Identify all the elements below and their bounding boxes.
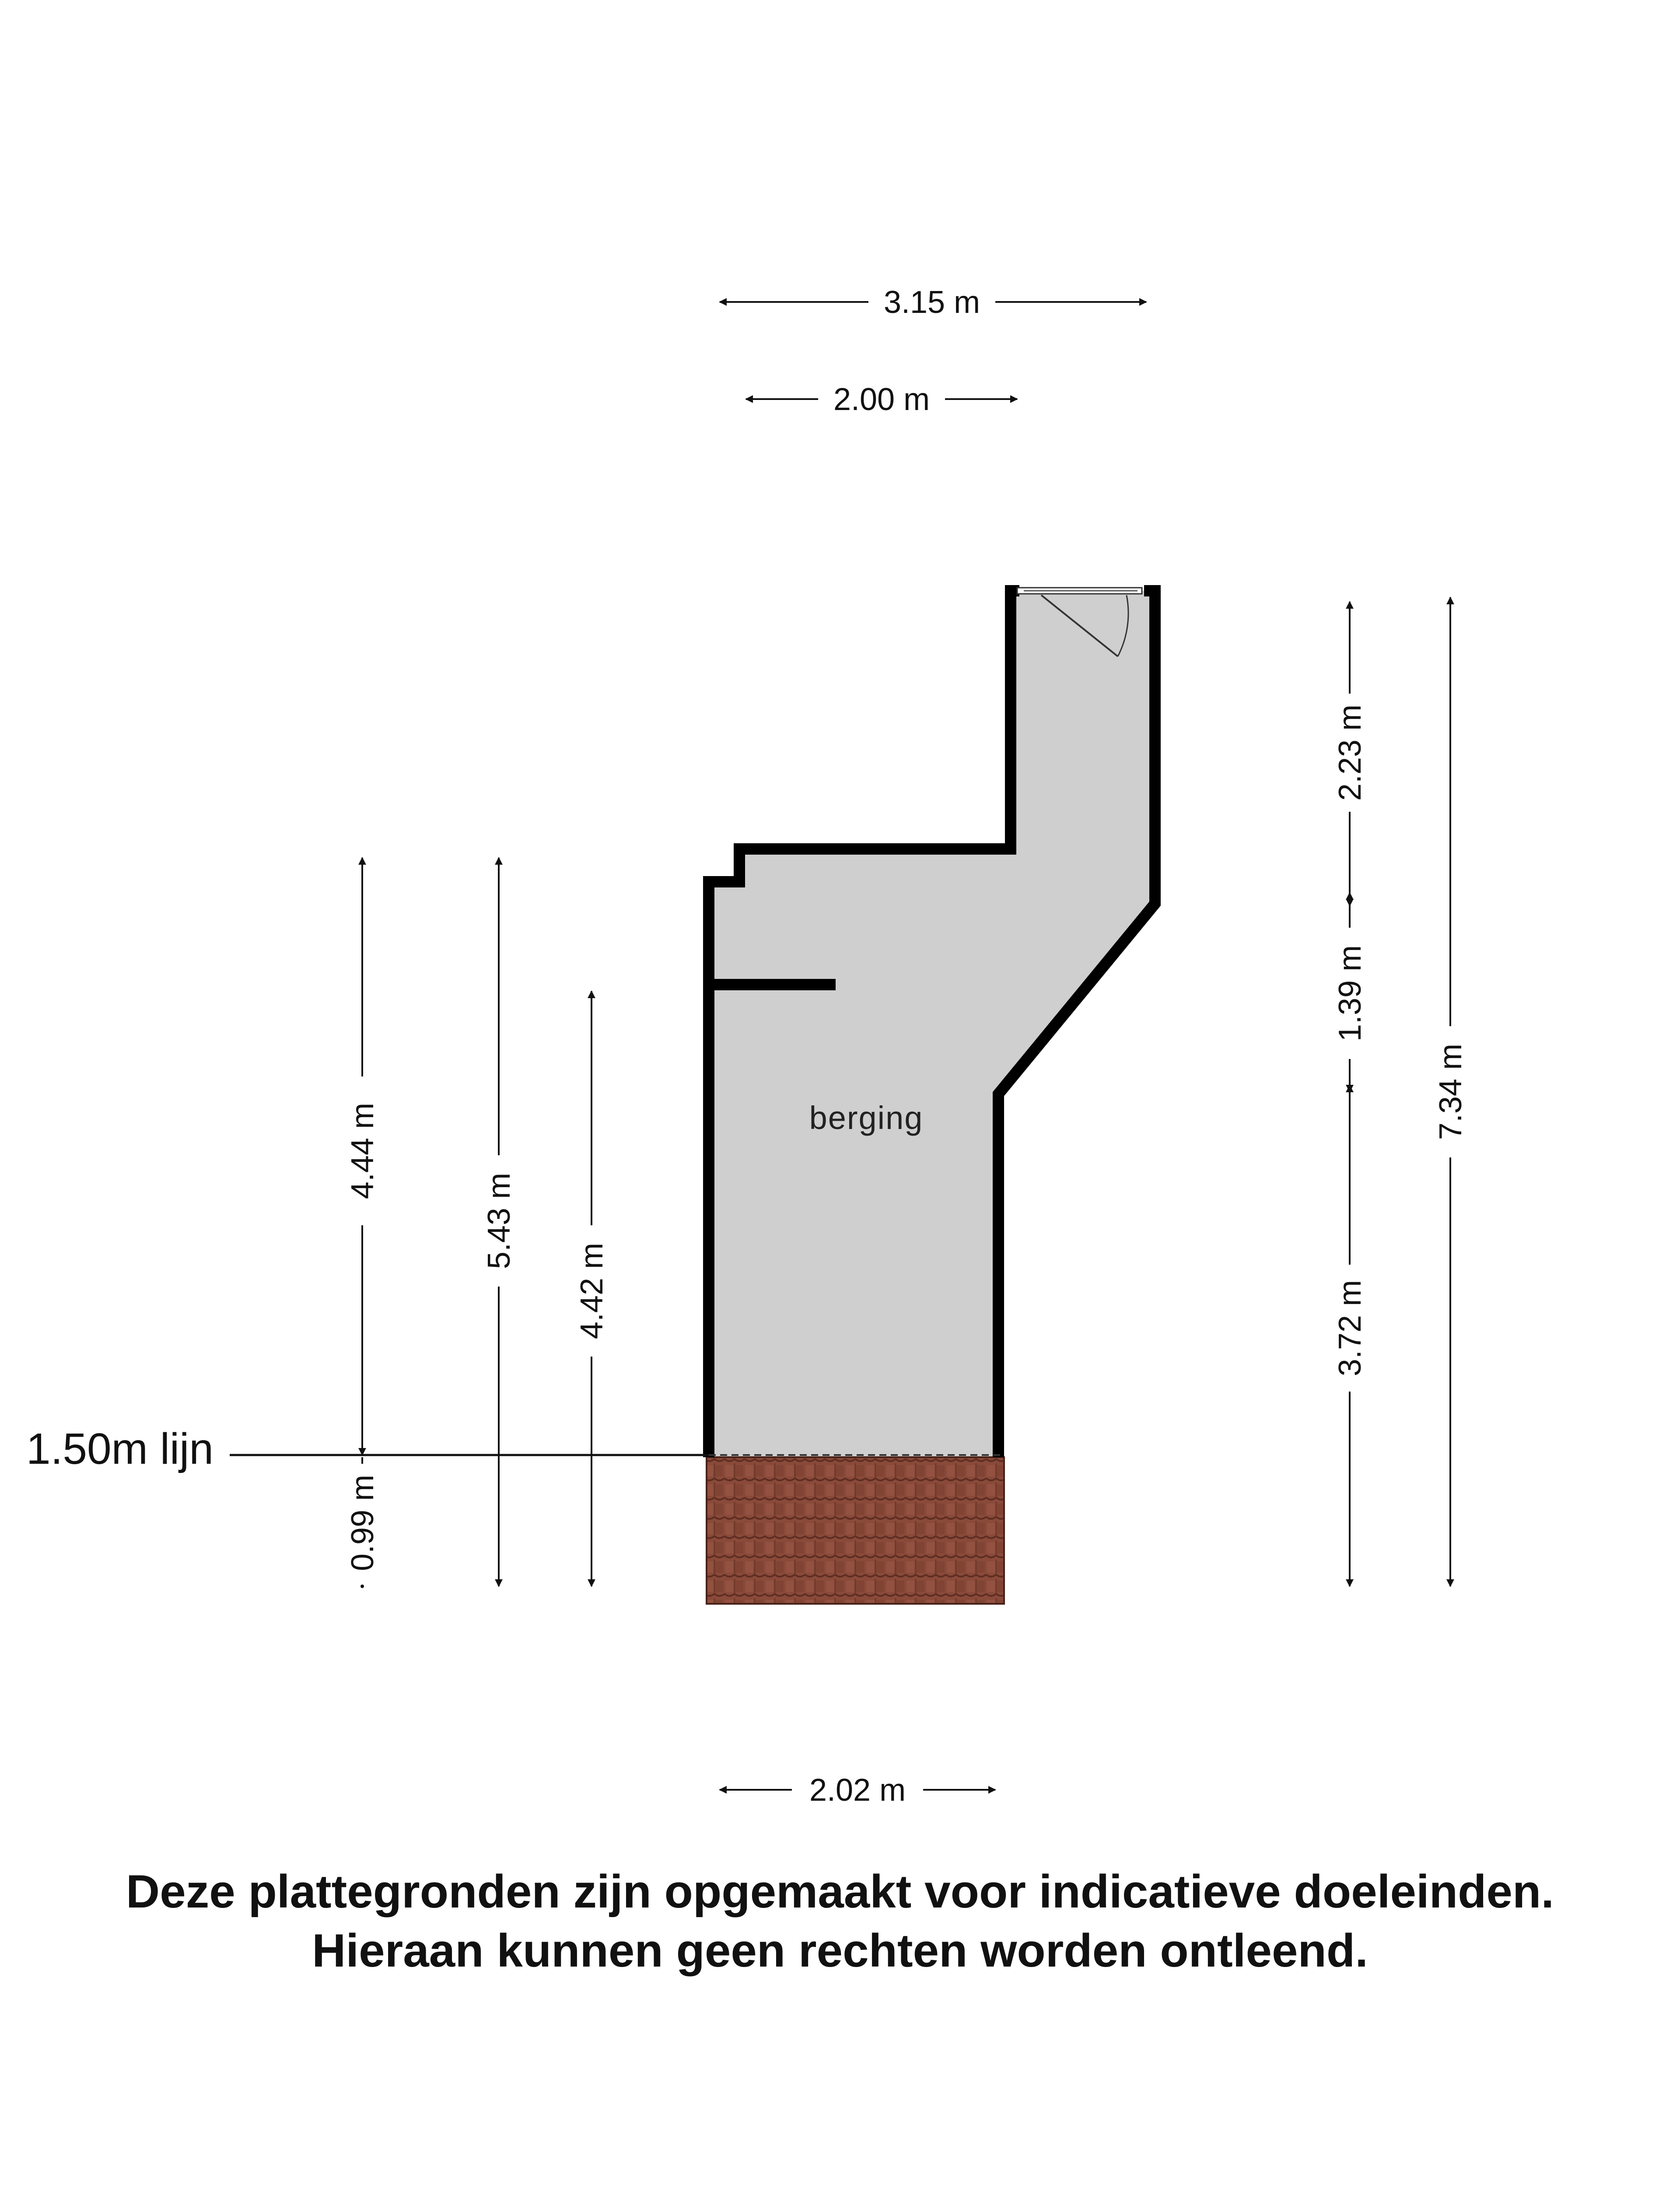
dimension-right-bottom-label: 3.72 m xyxy=(1333,1280,1368,1377)
dimension-right-top-label: 2.23 m xyxy=(1333,704,1368,801)
dimension-right-total xyxy=(1433,597,1468,1586)
reference-line-label: 1.50m lijn xyxy=(26,1424,214,1473)
dimension-left-lower-label: 0.99 m xyxy=(345,1474,380,1571)
dimension-left-lower xyxy=(345,1457,380,1588)
dimension-bottom xyxy=(720,1773,995,1808)
dimension-top-inner-label: 2.00 m xyxy=(833,382,930,417)
dimension-left-mid xyxy=(482,858,517,1586)
dimension-left-upper xyxy=(345,858,380,1455)
dimension-top-outer-label: 3.15 m xyxy=(883,285,980,320)
dimension-top-outer xyxy=(720,285,1146,320)
dimension-right-total-label: 7.34 m xyxy=(1433,1043,1468,1140)
disclaimer-line-2: Hieraan kunnen geen rechten worden ontleend. xyxy=(312,1924,1368,1977)
room-label: berging xyxy=(809,1100,924,1136)
dimension-left-inner xyxy=(574,991,609,1586)
dimension-bottom-label: 2.02 m xyxy=(809,1773,906,1808)
dimension-right-mid-label: 1.39 m xyxy=(1333,945,1368,1042)
disclaimer-line-1: Deze plattegronden zijn opgemaakt voor indicatieve doeleinden. xyxy=(126,1865,1554,1918)
dimension-right-mid xyxy=(1333,893,1368,1092)
dimension-top-inner xyxy=(746,382,1017,417)
dimension-left-upper-label: 4.44 m xyxy=(345,1102,380,1199)
dimension-left-mid-label: 5.43 m xyxy=(482,1172,517,1269)
dimension-left-inner-label: 4.42 m xyxy=(574,1242,609,1339)
dimension-right-bottom xyxy=(1333,1085,1368,1586)
roof-tiles xyxy=(707,1457,1004,1604)
dimension-right-top xyxy=(1333,602,1368,906)
room-floor xyxy=(709,591,1155,1457)
